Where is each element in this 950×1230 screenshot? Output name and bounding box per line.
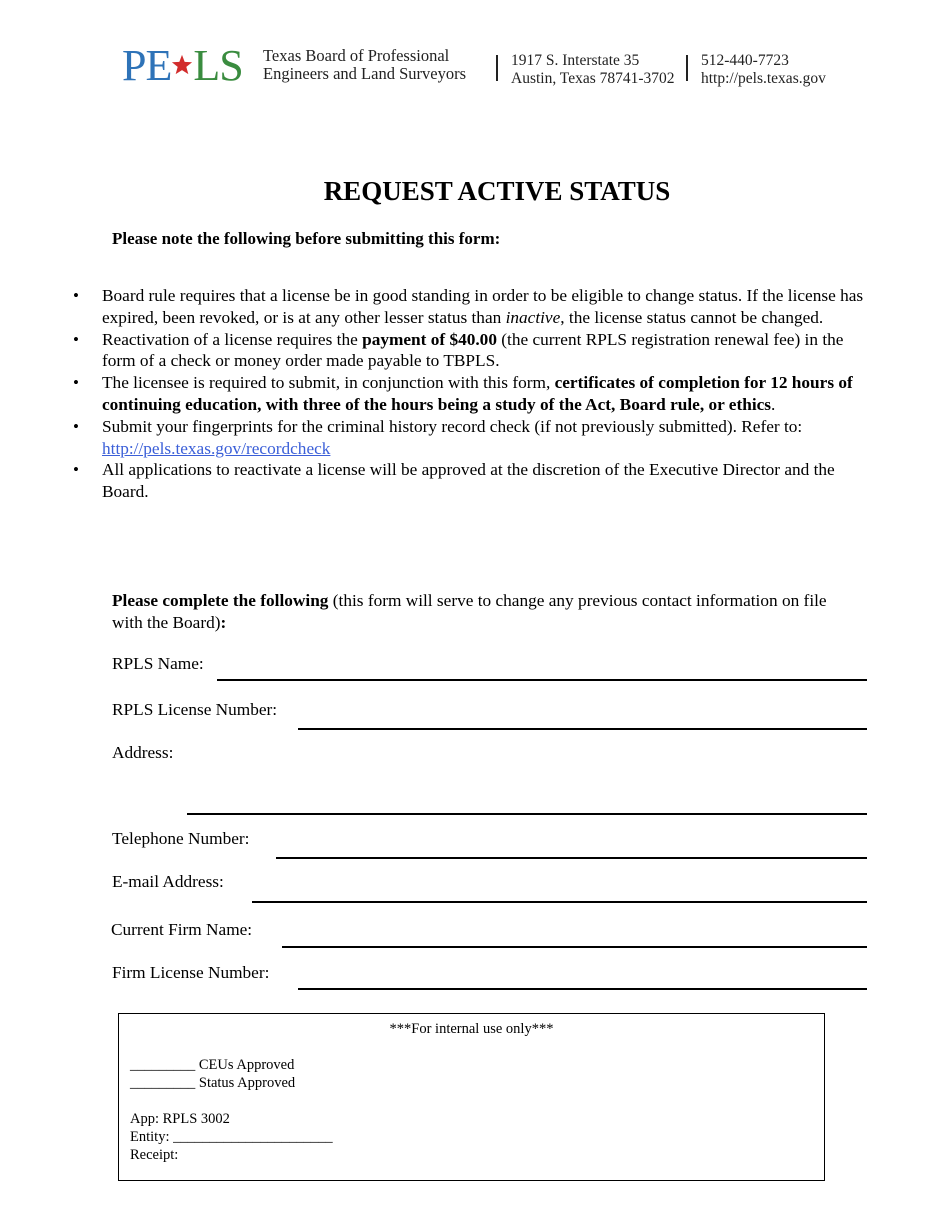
texas-star-icon — [171, 54, 193, 76]
header-divider — [496, 55, 498, 81]
firm-license-field[interactable] — [298, 988, 867, 990]
bullet-bold-text: certificates of completion for 12 hours of continuing education, with three of the hours being a study of the Act, Board rule, or ethics — [102, 373, 853, 414]
complete-colon: : — [220, 612, 227, 632]
org-address — [511, 52, 675, 88]
list-item — [73, 416, 878, 460]
list-item — [73, 329, 878, 373]
address-line2: Austin, Texas 78741-3702 — [511, 70, 675, 87]
rpls-name-field[interactable] — [217, 679, 867, 681]
bullet-text: Reactivation of a license requires the — [102, 329, 363, 349]
note-heading: Please note the following before submitting this form: — [112, 229, 501, 248]
org-contact — [701, 52, 826, 88]
internal-use-box — [118, 1013, 825, 1181]
bullet-text: The licensee is required to submit, in conjunction with this form, — [102, 373, 555, 393]
org-phone: 512-440-7723 — [701, 52, 789, 69]
rpls-license-field[interactable] — [298, 728, 867, 730]
org-name — [263, 47, 466, 83]
bullet-text: (the current RPLS registration renewal fee) in the form of a check or money order made payable to TBPLS. — [102, 329, 844, 371]
telephone-field[interactable] — [276, 857, 867, 859]
header-divider — [686, 55, 688, 81]
address-label: Address: — [112, 743, 174, 762]
bullet-italic-text: inactive — [505, 307, 561, 327]
bullet-text: . — [771, 394, 776, 414]
rpls-name-label: RPLS Name: — [112, 654, 204, 673]
firm-name-field[interactable] — [282, 946, 867, 948]
page-title: REQUEST ACTIVE STATUS — [323, 176, 671, 206]
entity-field: Entity: ______________________ — [130, 1129, 333, 1145]
telephone-label: Telephone Number: — [112, 829, 250, 848]
complete-text: (this form will serve to change any previous contact information on file with the Board) — [112, 591, 827, 632]
ceus-approved: _________ CEUs Approved — [130, 1057, 295, 1073]
requirements-list — [73, 285, 878, 503]
list-item — [73, 372, 878, 416]
logo-pe-text: PE — [122, 41, 172, 90]
address-field[interactable] — [187, 813, 867, 815]
list-item — [73, 459, 878, 503]
org-name-line2: Engineers and Land Surveyors — [263, 64, 466, 83]
rpls-license-label: RPLS License Number: — [112, 700, 278, 719]
complete-bold-text: Please complete the following — [112, 591, 329, 610]
list-item — [73, 285, 878, 329]
status-approved: _________ Status Approved — [130, 1075, 296, 1091]
logo-ls-text: LS — [193, 41, 243, 90]
bullet-text: , the license status cannot be changed. — [560, 307, 824, 327]
email-field[interactable] — [252, 901, 867, 903]
bullet-text: Board rule requires that a license be in good standing in order to be eligible to change status. If the license has expired, been revoked, or is at any other lesser status than — [102, 286, 864, 327]
org-name-line1: Texas Board of Professional — [263, 46, 450, 65]
bullet-text: All applications to reactivate a license will be approved at the discretion of the Executive Director and the Board. — [102, 460, 835, 502]
firm-name-label: Current Firm Name: — [111, 920, 253, 939]
address-line1: 1917 S. Interstate 35 — [511, 52, 640, 69]
org-website: http://pels.texas.gov — [701, 70, 826, 87]
firm-license-label: Firm License Number: — [112, 963, 270, 982]
email-label: E-mail Address: — [112, 872, 224, 891]
pels-logo — [122, 41, 243, 90]
complete-instructions — [112, 590, 852, 634]
recordcheck-link[interactable]: http://pels.texas.gov/recordcheck — [102, 438, 331, 458]
internal-use-title: ***For internal use only*** — [389, 1021, 554, 1037]
bullet-text: Submit your fingerprints for the criminal history record check (if not previously submitted). Refer to: — [102, 416, 803, 436]
bullet-bold-text: payment of $40.00 — [362, 329, 497, 349]
receipt-field: Receipt: — [130, 1147, 179, 1163]
app-code: App: RPLS 3002 — [130, 1111, 230, 1127]
